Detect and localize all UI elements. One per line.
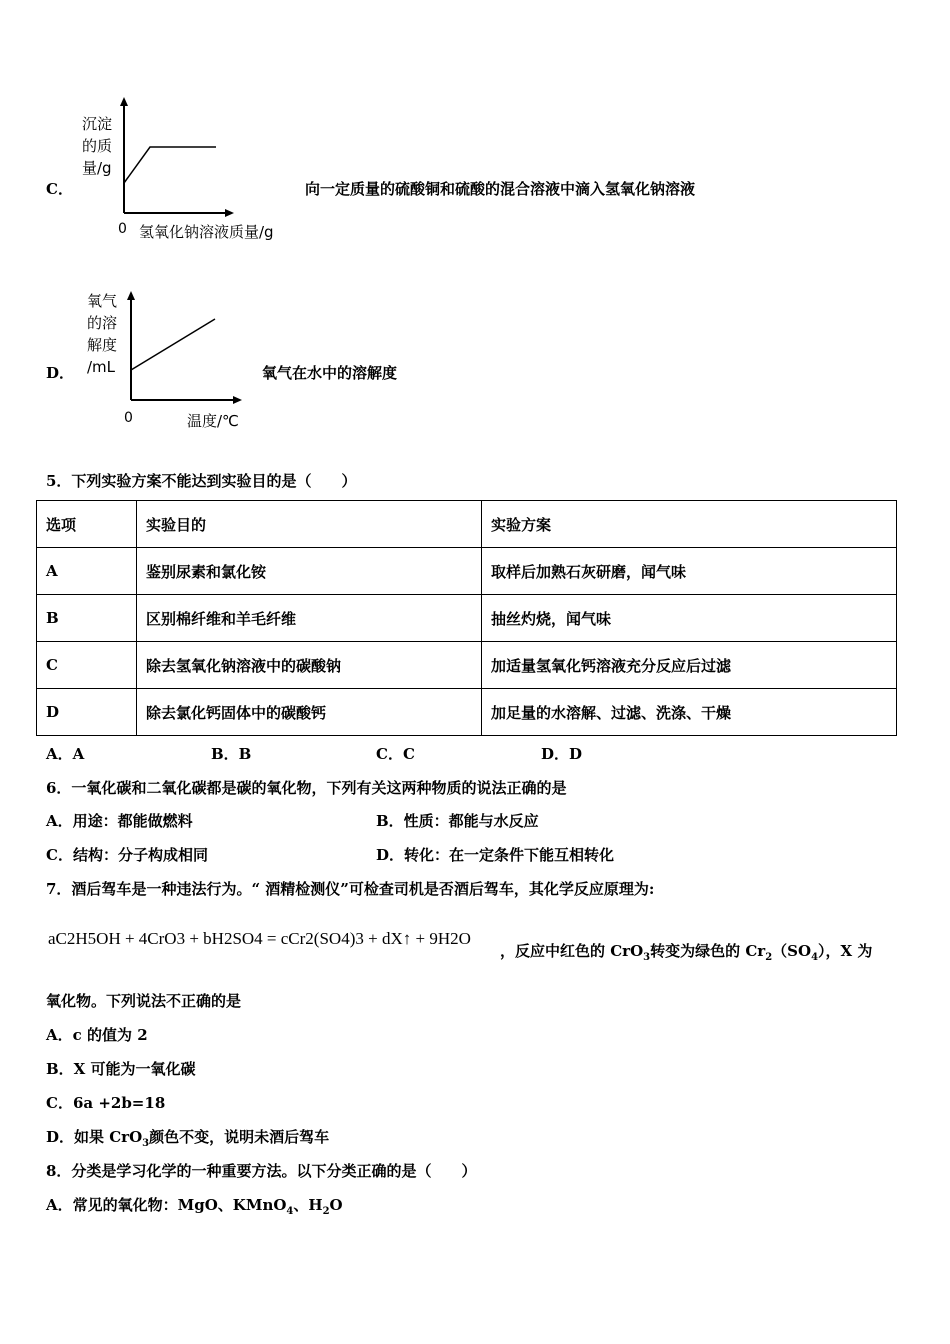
subscript: 4	[811, 952, 819, 963]
table-cell: 加适量氢氧化钙溶液充分反应后过滤	[482, 642, 897, 689]
subscript: 3	[142, 1138, 150, 1149]
q7-equation-note	[500, 940, 872, 963]
subscript: 4	[286, 1206, 294, 1217]
table-header-cell: 实验目的	[137, 501, 482, 548]
graph-c-y-arrow	[120, 97, 128, 106]
q6-stem: 6．一氧化碳和二氧化碳都是碳的氧化物，下列有关这两种物质的说法正确的是	[46, 779, 567, 797]
table-header-cell: 选项	[37, 501, 137, 548]
q7-equation: aC2H5OH + 4CrO3 + bH2SO4 = cCr2(SO4)3 + dX↑ + 9H2O	[48, 929, 471, 948]
q7-option-d	[46, 1126, 329, 1149]
graph-d-x-arrow	[233, 396, 242, 404]
subscript: 3	[643, 952, 651, 963]
q5-stem: 5．下列实验方案不能达到实验目的是（ ）	[46, 472, 357, 490]
table-cell: A	[37, 548, 137, 595]
table-header-row	[37, 501, 897, 548]
graph-d-y-label-line: /mL	[87, 358, 116, 376]
q8-option-a-part: A．常见的氧化物：MgO、KMnO	[46, 1196, 287, 1214]
table-row	[37, 642, 897, 689]
q7-stem: 7．酒后驾车是一种违法行为。“ 酒精检测仪”可检查司机是否酒后驾车，其化学反应原理为:	[46, 880, 655, 898]
subscript: 2	[322, 1206, 330, 1217]
graph-d-y-label-line: 的溶	[87, 314, 118, 332]
graph-d-y-label-line: 解度	[87, 336, 118, 354]
q7-option-d-part: D．如果 CrO	[46, 1128, 143, 1146]
option-d-label: D．	[46, 364, 75, 382]
graph-d-y-arrow	[127, 291, 135, 300]
graph-c-y-label-line: 沉淀	[82, 115, 113, 133]
graph-d-y-label-line: 氧气	[87, 292, 118, 310]
graph-d-curve	[131, 319, 215, 370]
table-cell: 除去氢氧化钠溶液中的碳酸钠	[137, 642, 482, 689]
q5-table	[36, 500, 897, 736]
q6-option-d: D．转化：在一定条件下能互相转化	[376, 846, 615, 864]
q7-line2: 氧化物。下列说法不正确的是	[46, 992, 242, 1010]
q8-option-a	[46, 1194, 343, 1217]
q7-option-a: A．c 的值为 2	[46, 1026, 148, 1044]
graph-c-y-label-line: 的质	[82, 137, 113, 155]
q7-note-part: 转变为绿色的 Cr	[650, 942, 766, 960]
q8-stem: 8．分类是学习化学的一种重要方法。以下分类正确的是（ ）	[46, 1162, 477, 1180]
q7-option-c: C．6a +2b=18	[46, 1094, 166, 1112]
table-cell: 取样后加熟石灰研磨，闻气味	[482, 548, 897, 595]
q6-option-b: B．性质：都能与水反应	[376, 812, 539, 830]
table-header-cell: 实验方案	[482, 501, 897, 548]
q7-option-d-part: 颜色不变，说明未酒后驾车	[149, 1128, 330, 1146]
q5-option-c: C．C	[376, 745, 415, 763]
q7-note-part: ，反应中红色的 CrO	[500, 942, 644, 960]
graph-c-x-label: 氢氧化钠溶液质量/g	[139, 223, 274, 241]
graph-c-description: 向一定质量的硫酸铜和硫酸的混合溶液中滴入氢氧化钠溶液	[305, 180, 696, 198]
table-cell: 加足量的水溶解、过滤、洗涤、干燥	[482, 689, 897, 736]
graph-c-origin: 0	[118, 221, 127, 237]
q5-option-b: B．B	[211, 745, 252, 763]
graph-c-curve	[124, 147, 216, 183]
q5-option-a: A．A	[46, 745, 85, 763]
table-cell: 抽丝灼烧，闻气味	[482, 595, 897, 642]
table-cell: 鉴别尿素和氯化铵	[137, 548, 482, 595]
subscript: 2	[765, 952, 773, 963]
q7-note-part: ），X 为	[818, 942, 873, 960]
q5-option-d: D．D	[541, 745, 583, 763]
option-c-label: C．	[46, 180, 73, 198]
graph-c-plot	[100, 95, 250, 225]
table-row	[37, 548, 897, 595]
table-cell: 区别棉纤维和羊毛纤维	[137, 595, 482, 642]
q7-note-part: （SO	[772, 942, 812, 960]
table-cell: D	[37, 689, 137, 736]
table-cell: B	[37, 595, 137, 642]
q8-option-a-part: O	[329, 1196, 343, 1214]
q7-option-b: B．X 可能为一氧化碳	[46, 1060, 196, 1078]
table-cell: 除去氯化钙固体中的碳酸钙	[137, 689, 482, 736]
q6-option-a: A．用途：都能做燃料	[46, 812, 193, 830]
q6-option-c: C．结构：分子构成相同	[46, 846, 208, 864]
table-cell: C	[37, 642, 137, 689]
table-row	[37, 595, 897, 642]
graph-c-x-arrow	[225, 209, 234, 217]
graph-d-x-label: 温度/℃	[187, 412, 239, 430]
graph-d-plot	[110, 288, 250, 412]
table-row	[37, 689, 897, 736]
graph-c-y-label-line: 量/g	[82, 159, 112, 177]
graph-d-origin: 0	[124, 410, 133, 426]
graph-d-description: 氧气在水中的溶解度	[262, 364, 398, 382]
q8-option-a-part: 、H	[293, 1196, 323, 1214]
